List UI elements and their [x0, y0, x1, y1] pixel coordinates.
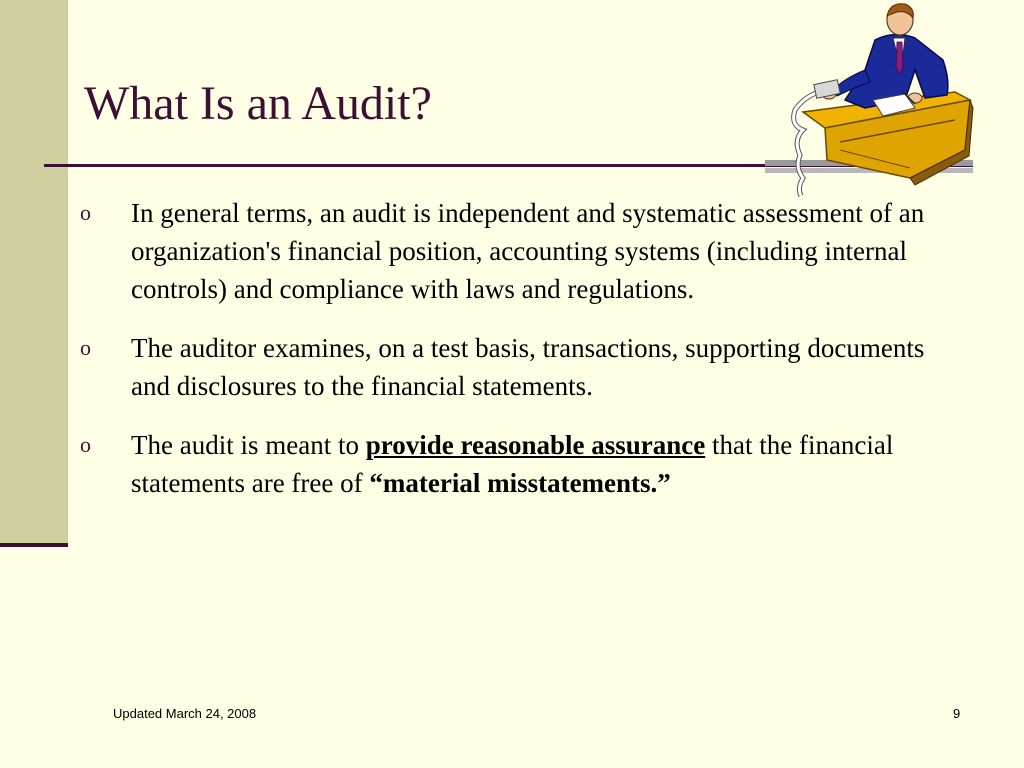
emphasis-reasonable-assurance: provide reasonable assurance — [365, 430, 706, 460]
bullet-marker: o — [80, 432, 91, 457]
page-number: 9 — [953, 706, 961, 721]
bullet-marker: o — [80, 200, 91, 225]
bullet-text: The auditor examines, on a test basis, transactions, supporting documents and disclosures to the financial statements. — [131, 333, 925, 401]
bullet-list — [80, 194, 930, 523]
left-decorative-bar — [0, 0, 68, 546]
bullet-item — [80, 426, 930, 502]
slide-title: What Is an Audit? — [84, 77, 432, 130]
businessman-at-desk-illustration — [765, 0, 975, 200]
person-tie — [896, 42, 903, 74]
bullet-text-start: The audit is meant to — [131, 430, 366, 460]
left-bar-accent-line — [0, 543, 68, 547]
bullet-marker: o — [80, 335, 91, 360]
bullet-text-middle: that the financial statements are free of — [131, 430, 894, 498]
bullet-item — [80, 329, 930, 405]
bullet-text: In general terms, an audit is independent and systematic assessment of an organization's financial position, accounting systems (including internal controls) and compliance with laws and regulations. — [131, 198, 925, 304]
paper-tape-inner — [794, 90, 825, 196]
footer-date: Updated March 24, 2008 — [113, 706, 257, 721]
bullet-item — [80, 194, 930, 308]
emphasis-material-misstatements: “material misstatements.” — [369, 468, 671, 498]
